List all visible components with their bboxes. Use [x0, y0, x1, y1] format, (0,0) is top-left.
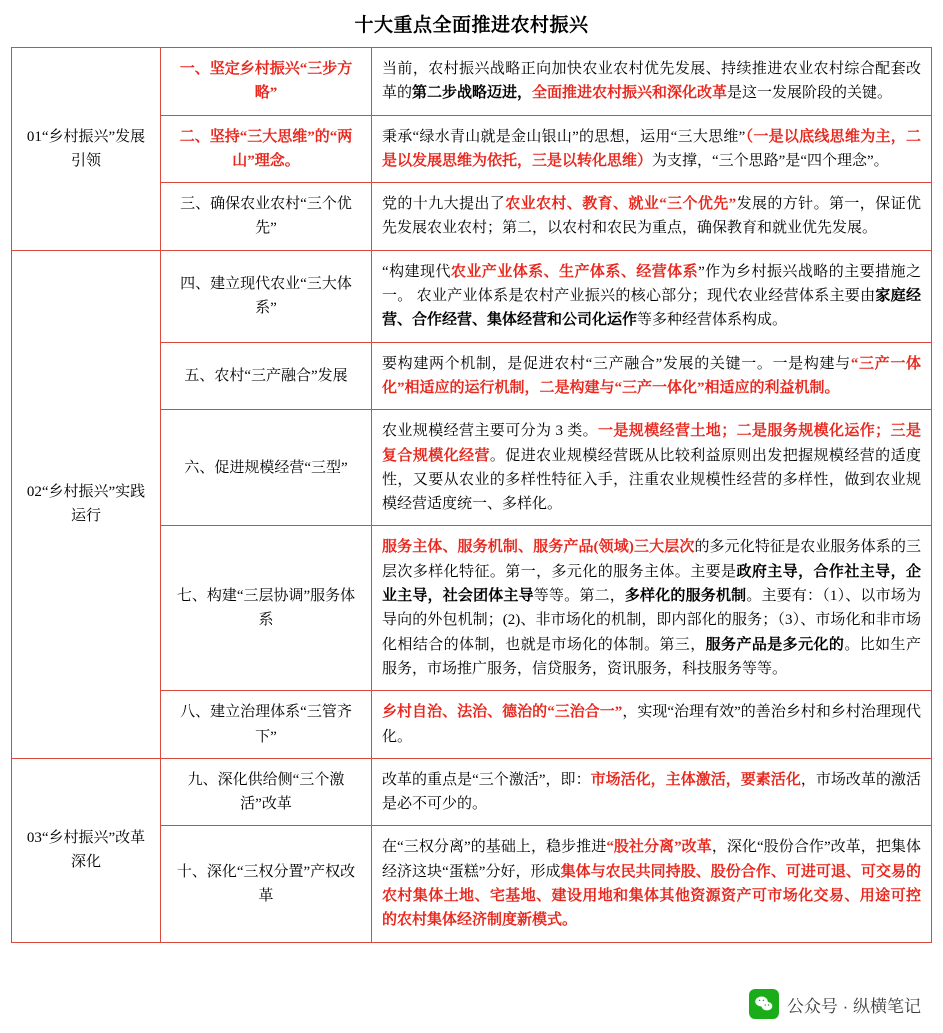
- content-cell: 当前，农村振兴战略正向加快农业农村优先发展、持续推进农业农村综合配套改革的第二步战略迈进，全面推进农村振兴和深化改革是这一发展阶段的关键。: [372, 48, 932, 116]
- content-cell: 农业规模经营主要可分为 3 类。一是规模经营土地；二是服务规模化运作；三是复合规模化经营。促进农业规模经营既从比较利益原则出发把握规模经营的适度性，又要从农业的多样性特征入手，注重农业规模性经营的多样性，做到农业规模经营适度统一、多样化。: [372, 410, 932, 526]
- content-cell: 秉承“绿水青山就是金山银山”的思想，运用“三大思维”（一是以底线思维为主，二是以发展思维为依托，三是以转化思维）为支撑，“三个思路”是“四个理念”。: [372, 115, 932, 183]
- group-label-03: 03“乡村振兴”改革深化: [12, 758, 161, 942]
- table-body: [12, 48, 932, 943]
- topic-cell: 二、坚持“三大思维”的“两山”理念。: [161, 115, 372, 183]
- page-title: 十大重点全面推进农村振兴: [354, 15, 589, 36]
- content-cell: “构建现代农业产业体系、生产体系、经营体系”作为乡村振兴战略的主要措施之一。 农业产业体系是农村产业振兴的核心部分；现代农业经营体系主要由家庭经营、合作经营、集体经营和公司化运作等多种经营体系构成。: [372, 250, 932, 342]
- topic-cell: 五、农村“三产融合”发展: [161, 342, 372, 410]
- main-table: [11, 47, 932, 943]
- content-cell: 在“三权分离”的基础上，稳步推进“股社分离”改革，深化“股份合作”改革，把集体经济这块“蛋糕”分好，形成集体与农民共同持股、股份合作、可进可退、可交易的农村集体土地、宅基地、建设用地和集体其他资源资产可市场化交易、用途可控的农村集体经济制度新模式。: [372, 826, 932, 942]
- content-cell: 党的十九大提出了农业农村、教育、就业“三个优先”发展的方针。第一，保证优先发展农业农村；第二，以农村和农民为重点，确保教育和就业优先发展。: [372, 183, 932, 251]
- content-cell: 要构建两个机制，是促进农村“三产融合”发展的关键一。一是构建与“三产一体化”相适应的运行机制，二是构建与“三产一体化”相适应的利益机制。: [372, 342, 932, 410]
- wechat-icon: [749, 989, 779, 1019]
- table-row: [12, 250, 932, 342]
- topic-cell: 三、确保农业农村“三个优先”: [161, 183, 372, 251]
- topic-cell: 八、建立治理体系“三管齐下”: [161, 691, 372, 759]
- topic-cell: 十、深化“三权分置”产权改革: [161, 826, 372, 942]
- watermark-badge: [741, 985, 929, 1023]
- content-cell: 改革的重点是“三个激活”，即：市场活化，主体激活，要素活化，市场改革的激活是必不可少的。: [372, 758, 932, 826]
- topic-cell: 一、坚定乡村振兴“三步方略”: [161, 48, 372, 116]
- table-row: [12, 48, 932, 116]
- content-cell: 服务主体、服务机制、服务产品(领域)三大层次的多元化特征是农业服务体系的三层次多样化特征。第一，多元化的服务主体。主要是政府主导，合作社主导，企业主导，社会团体主导等等。第二，多样化的服务机制。主要有：（1）、以市场为导向的外包机制；(2)、非市场化的机制，即内部化的服务；（3）、市场化和非市场化相结合的体制，也就是市场化的体制。第三，服务产品是多元化的。比如生产服务，市场推广服务，信贷服务，资讯服务，科技服务等等。: [372, 526, 932, 691]
- topic-cell: 四、建立现代农业“三大体系”: [161, 250, 372, 342]
- watermark-text: 公众号 · 纵横笔记: [786, 996, 921, 1016]
- topic-cell: 六、促进规模经营“三型”: [161, 410, 372, 526]
- group-label-02: 02“乡村振兴”实践运行: [12, 250, 161, 758]
- table-row: [12, 758, 932, 826]
- content-cell: 乡村自治、法治、德治的“三治合一”，实现“治理有效”的善治乡村和乡村治理现代化。: [372, 691, 932, 759]
- topic-cell: 九、深化供给侧“三个激活”改革: [161, 758, 372, 826]
- group-label-01: 01“乡村振兴”发展引领: [12, 48, 161, 251]
- topic-cell: 七、构建“三层协调”服务体系: [161, 526, 372, 691]
